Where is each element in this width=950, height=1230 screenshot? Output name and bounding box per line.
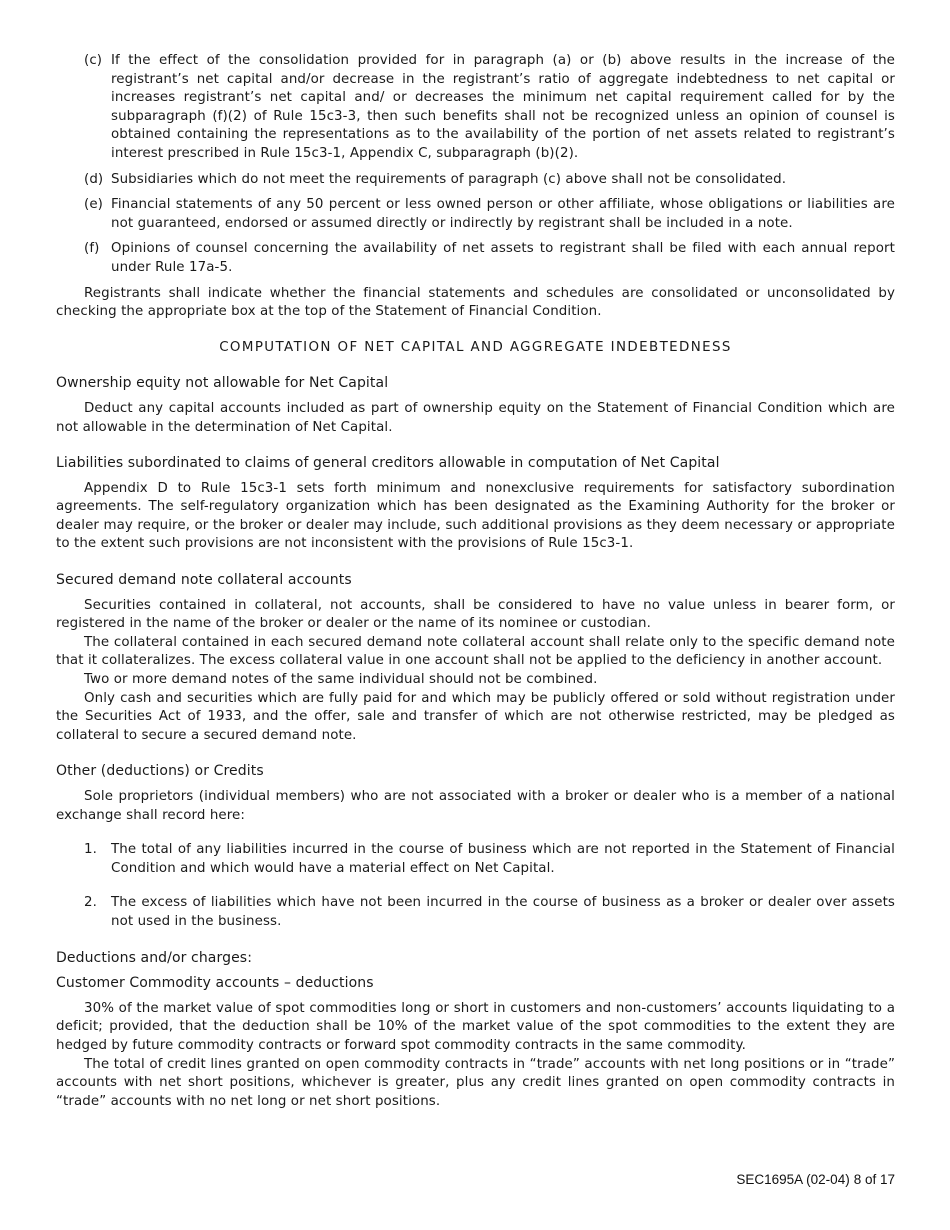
ownership-heading: Ownership equity not allowable for Net Capital [56,375,389,392]
list-marker: (e) [84,197,103,213]
liabilities-heading: Liabilities subordinated to claims of general creditors allowable in computation of Net Capital [56,455,720,472]
liabilities-paragraph: Appendix D to Rule 15c3-1 sets forth minimum and nonexclusive requirements for satisfactory subordination agreements. The self-regulatory organization which has been designated as the Examining Authority for the broker or dealer may require, or the broker or dealer may include, such additional provisions as they deem necessary or appropriate to the extent such provisions are not inconsistent with the provisions of Rule 15c3-1. [56,480,895,552]
page-number: 8 of 17 [853,1172,895,1187]
section-title: COMPUTATION OF NET CAPITAL AND AGGREGATE INDEBTEDNESS [219,339,732,355]
other-heading: Other (deductions) or Credits [56,763,264,780]
deductions-heading: Deductions and/or charges: [56,949,253,966]
list-text: Opinions of counsel concerning the availability of net assets to registrant shall be filed with each annual report under Rule 17a-5. [111,241,895,275]
document-page [56,52,895,1111]
registrants-paragraph: Registrants shall indicate whether the financial statements and schedules are consolidated or unconsolidated by checking the appropriate box at the top of the Statement of Financial Condition. [56,285,895,320]
customer-heading: Customer Commodity accounts – deductions [56,975,374,992]
list-marker: (f) [84,241,100,257]
secured-paragraph-2: The collateral contained in each secured demand note collateral account shall relate only to the specific demand note that it collateralizes. The excess collateral value in one account shall not be applied to the deficiency in another account. [56,634,895,669]
secured-paragraph-4: Only cash and securities which are fully paid for and which may be publicly offered or sold without registration under the Securities Act of 1933, and the offer, sale and transfer of which are not otherwise restricted, may be pledged as collateral to secure a secured demand note. [56,690,895,743]
list-text: The excess of liabilities which have not been incurred in the course of business as a broker or dealer over assets not used in the business. [111,895,895,929]
list-item-d [56,171,895,190]
list-text: Financial statements of any 50 percent or less owned person or other affiliate, whose obligations or liabilities are not guaranteed, endorsed or assumed directly or indirectly by registrant shall be included in a note. [111,197,895,231]
secured-paragraph-3: Two or more demand notes of the same individual should not be combined. [84,672,598,688]
other-paragraph: Sole proprietors (individual members) who are not associated with a broker or dealer who is a member of a national exchange shall record here: [56,789,895,823]
form-id: SEC1695A (02-04) [736,1172,850,1187]
numbered-item-2 [56,894,895,931]
customer-paragraph-1: 30% of the market value of spot commodities long or short in customers and non-customers’ accounts liquidating to a deficit; provided, that the deduction shall be 10% of the market value of the spot commodities to the extent they are hedged by future commodity contracts or forward spot commodity contracts in the same commodity. [56,1000,895,1053]
list-marker: (c) [84,53,103,68]
list-text: The total of any liabilities incurred in the course of business which are not reported in the Statement of Financial Condition and which would have a material effect on Net Capital. [111,842,895,876]
customer-paragraph-2: The total of credit lines granted on open commodity contracts in “trade” accounts with net long positions or in “trade” accounts with net short positions, whichever is greater, plus any credit lines granted on open commodity contracts in “trade” accounts with no net long or net short positions. [56,1056,895,1109]
list-item-c [56,52,895,164]
list-item-e [56,196,895,233]
numbered-item-1 [56,841,895,878]
secured-paragraph-1: Securities contained in collateral, not accounts, shall be considered to have no value unless in bearer form, or registered in the name of the broker or dealer or the name of its nominee or custodian. [56,597,895,632]
page-footer [732,1172,895,1187]
list-text: Subsidiaries which do not meet the requirements of paragraph (c) above shall not be consolidated. [111,171,787,187]
list-item-f [56,240,895,277]
list-marker: 2. [84,895,97,911]
ownership-paragraph: Deduct any capital accounts included as part of ownership equity on the Statement of Financial Condition which are not allowable in the determination of Net Capital. [56,400,895,435]
list-marker: 1. [84,842,97,858]
list-marker: (d) [84,171,104,187]
secured-heading: Secured demand note collateral accounts [56,572,352,589]
list-text: If the effect of the consolidation provided for in paragraph (a) or (b) above results in the increase of the registrant’s net capital and/or decrease in the registrant’s ratio of aggregate indebtedness to net capital or increases registrant’s net capital and/ or decreases the minimum net capital requirement called for by the subparagraph (f)(2) of Rule 15c3-3, then such benefits shall not be recognized unless an opinion of counsel is obtained containing the representations as to the availability of the portion of net assets related to registrant’s interest prescribed in Rule 15c3-1, Appendix C, subparagraph (b)(2). [111,53,895,161]
